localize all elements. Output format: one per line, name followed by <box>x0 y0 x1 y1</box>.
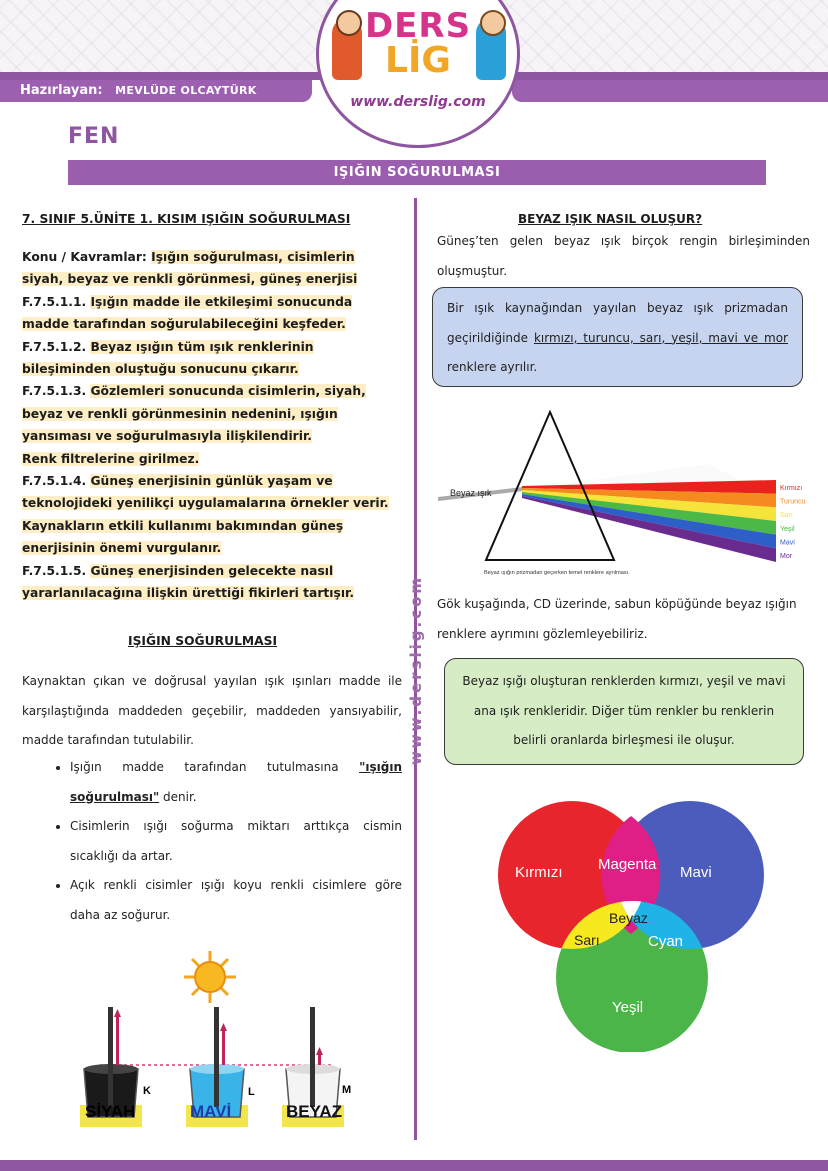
input-light-label: Beyaz ışık <box>450 488 492 498</box>
outcome-item <box>22 336 398 381</box>
header-tab-right <box>512 80 828 102</box>
outcome-item <box>22 470 398 515</box>
footer-band <box>0 1160 828 1171</box>
intro-paragraph: Kaynaktan çıkan ve doğrusal yayılan ışık ışınları madde ile karşılaştığında maddeden geçebilir, maddeden yansıyabilir, madde tarafından tutulabilir. <box>22 674 402 747</box>
outcome-note <box>22 515 398 560</box>
label-magenta: Magenta <box>598 856 657 873</box>
bullet-text: Işığın madde tarafından tutulmasına <box>70 760 339 774</box>
label-white: Beyaz <box>609 910 648 926</box>
outcome-code: F.7.5.1.3. <box>22 384 87 399</box>
cup-label: SİYAH <box>85 1102 136 1121</box>
logo-url[interactable]: www.derslig.com <box>350 94 486 110</box>
side-watermark <box>403 574 429 766</box>
sunlight-paragraph: Güneş’ten gelen beyaz ışık birçok rengin birleşiminden oluşmuştur. <box>437 234 810 278</box>
prism-info-box <box>432 287 803 387</box>
logo-lig: LİG <box>385 40 451 81</box>
outcome-text: Beyaz ışığın tüm ışık renklerinin bileşiminden oluştuğu sonucunu çıkarır. <box>22 339 314 377</box>
spectrum-label: Mor <box>780 553 793 561</box>
list-item <box>70 753 402 812</box>
prepared-label: Hazırlayan: <box>20 83 103 98</box>
box-text: renklere ayrılır. <box>447 360 538 374</box>
page-title: IŞIĞIN SOĞURULMASI <box>68 160 766 185</box>
author-name: MEVLÜDE OLCAYTÜRK <box>115 84 257 97</box>
label-yellow: Sarı <box>574 932 600 948</box>
outcome-text: Işığın madde ile etkileşimi sonucunda madde tarafından soğurulabileceğini keşfeder. <box>22 294 353 332</box>
outcome-code: F.7.5.1.4. <box>22 474 87 489</box>
prism-diagram <box>438 404 808 580</box>
unit-heading: 7. SINIF 5.ÜNİTE 1. KISIM IŞIĞIN SOĞURULMASI <box>22 212 351 226</box>
bullet-list <box>22 753 402 930</box>
outcome-text: Güneş enerjisinin günlük yaşam ve teknolojideki yenilikçi uygulamalarına örnekler verir. <box>22 474 389 511</box>
prism-caption: Beyaz ışığın prizmadan geçerken temel renklere ayrılması. <box>484 570 630 576</box>
spectrum-label: Yeşil <box>780 525 795 533</box>
box-text: Bir ışık kaynağından yayılan beyaz ışık prizmadan geçirildiğinde <box>447 301 788 345</box>
rainbow-paragraph: Gök kuşağında, CD üzerinde, sabun köpüğünde beyaz ışığın renklere ayrımını gözlemleyebiliriz. <box>437 597 797 641</box>
spectrum-label: Kırmızı <box>780 484 803 492</box>
topics-text: Işığın soğurulması, cisimlerin siyah, beyaz ve renkli görünmesi, güneş enerjisi <box>22 250 358 287</box>
subject-label: FEN <box>68 124 120 149</box>
outcome-code: F.7.5.1.2. <box>22 339 87 354</box>
outcome-text: Kaynakların etkili kullanımı bakımından güneş enerjisinin önemi vurgulanır. <box>22 518 344 556</box>
label-blue: Mavi <box>680 864 712 881</box>
outcome-text: Renk filtrelerine girilmez. <box>22 451 200 466</box>
outcome-note <box>22 448 398 470</box>
list-item: • Açık renkli cisimler ışığı koyu renkli cisimlere göre daha az soğurur. <box>70 871 402 930</box>
logo-ders: DERS <box>364 6 472 46</box>
box-colors: kırmızı, turuncu, sarı, yeşil, mavi ve mor <box>533 330 788 345</box>
section-heading: IŞIĞIN SOĞURULMASI <box>128 634 278 648</box>
right-heading: BEYAZ IŞIK NASIL OLUŞUR? <box>518 212 703 226</box>
cups-experiment-illustration <box>70 945 370 1130</box>
outcome-code: F.7.5.1.1. <box>22 294 87 309</box>
bullet-text: denir. <box>163 789 197 804</box>
label-cyan: Cyan <box>648 933 684 950</box>
primary-colors-box: Beyaz ışığı oluşturan renklerden kırmızı, yeşil ve mavi ana ışık renkleridir. Diğer tüm renkler bu renklerin belirli oranlarda birleşmesi ile oluşur. <box>444 658 804 765</box>
outcome-text: Gözlemleri sonucunda cisimlerin, siyah, beyaz ve renkli görünmesinin nedenini, ışığın yansıması ve soğurulmasıyla ilişkilendirir. <box>22 384 366 444</box>
outcome-item <box>22 380 398 447</box>
girl-face-icon <box>480 10 506 36</box>
cup-label: BEYAZ <box>286 1102 343 1121</box>
outcome-code: F.7.5.1.5. <box>22 563 87 578</box>
sun-icon <box>184 951 236 1003</box>
cup-label: MAVİ <box>190 1102 232 1121</box>
boy-face-icon <box>336 10 362 36</box>
topics-line <box>22 246 398 291</box>
outcome-item <box>22 291 398 336</box>
topics-label: Konu / Kavramlar: <box>22 250 147 264</box>
spectrum-label: Turuncu <box>780 498 806 506</box>
cup-tag: K <box>143 1085 151 1097</box>
list-item: • Cisimlerin ışığı soğurma miktarı arttıkça cismin sıcaklığı da artar. <box>70 812 402 871</box>
spectrum-label: Sarı <box>780 512 793 520</box>
learning-outcomes <box>22 246 398 605</box>
outcome-text: Güneş enerjisinden gelecekte nasıl yararlanılacağına ilişkin ürettiği fikirleri tartışır. <box>22 563 355 601</box>
color-venn-diagram <box>490 797 780 1052</box>
label-green: Yeşil <box>612 999 644 1016</box>
cup-tag: M <box>342 1084 352 1096</box>
outcome-item <box>22 560 398 605</box>
bullet-term: "ışığın soğurulması" <box>70 760 402 804</box>
side-url-text: www.derslig.com <box>407 574 425 766</box>
author-tab <box>0 80 312 102</box>
spectrum-label: Mavi <box>780 539 795 547</box>
cup-tag: L <box>248 1086 255 1098</box>
label-red: Kırmızı <box>515 864 563 881</box>
